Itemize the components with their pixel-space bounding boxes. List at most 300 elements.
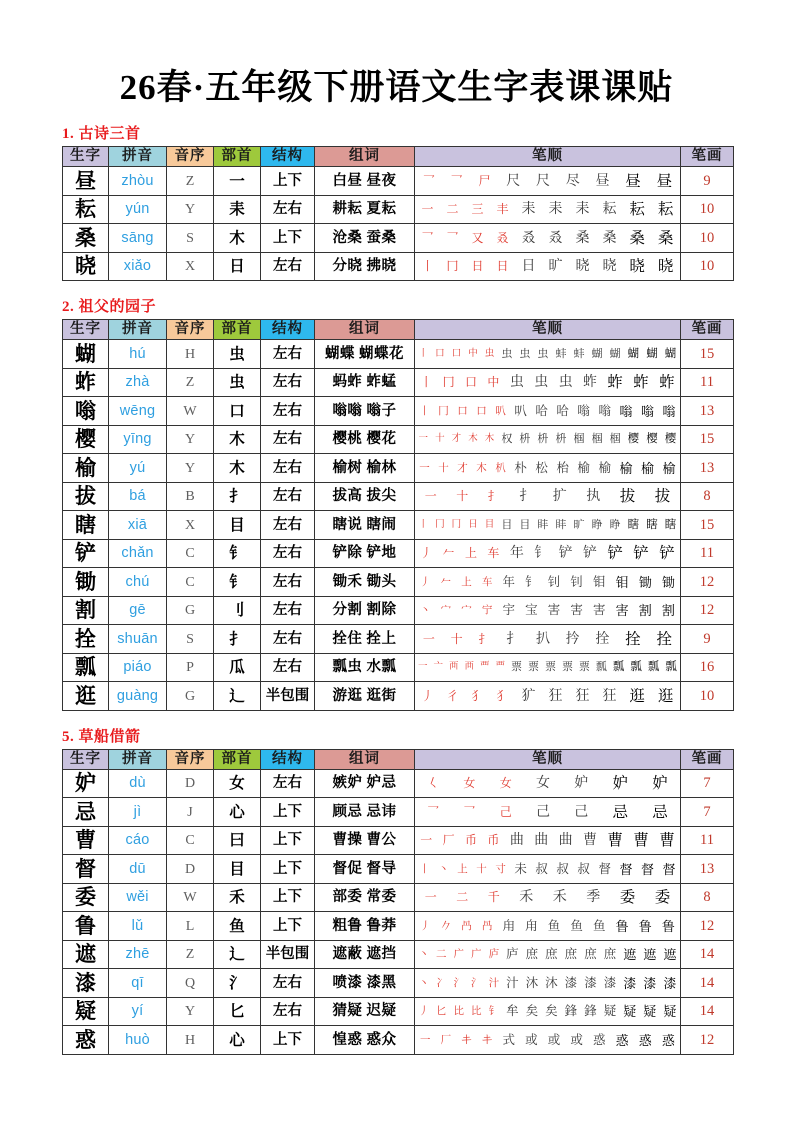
stroke-step: 丿 [418,1006,429,1017]
stroke-step: 亠 [433,662,443,672]
cell-words: 沧桑 蚕桑 [315,224,415,253]
cell-character: 耘 [63,195,109,224]
stroke-step: 氵 [471,977,482,989]
cell-character: 忌 [63,798,109,827]
header-zi: 生字 [63,749,109,769]
stroke-step: 中 [487,375,500,389]
stroke-step: 枱 [556,460,569,475]
stroke-step: 漆 [643,975,657,991]
stroke-step: 𡿨 [427,776,440,790]
stroke-step: 鲁 [638,918,652,934]
stroke-sequence [415,483,680,510]
cell-structure: 左右 [261,769,315,798]
stroke-step: 甪 [502,918,515,933]
cell-initial-letter: H [167,1026,214,1055]
stroke-step: 广 [453,949,465,960]
stroke-step: 日 [496,259,509,273]
cell-stroke-count: 7 [681,769,734,798]
cell-stroke-order [415,397,681,426]
table-row [63,653,734,682]
stroke-step: 害 [592,603,606,617]
stroke-step: 瓢 [595,661,607,673]
stroke-sequence [415,654,680,681]
stroke-sequence [415,225,680,252]
cell-stroke-order [415,482,681,511]
stroke-step: 铲 [607,545,623,562]
cell-stroke-order [415,769,681,798]
stroke-step: 哈 [535,403,548,418]
cell-stroke-order [415,682,681,711]
cell-words: 部委 常委 [315,883,415,912]
stroke-step: 樱 [664,433,677,445]
table-row [63,397,734,426]
cell-pinyin: qī [109,969,167,998]
cell-character: 曹 [63,826,109,855]
header-jiegou: 结构 [261,749,315,769]
header-bihua: 笔画 [681,320,734,340]
stroke-step: 割 [661,603,675,618]
stroke-step: 乛 [463,804,476,819]
header-yinxu: 音序 [167,320,214,340]
stroke-step: 叔 [556,861,569,876]
table-row [63,769,734,798]
header-bishun: 笔顺 [415,749,681,769]
cell-radical: 心 [214,1026,261,1055]
stroke-step: 惑 [638,1032,652,1048]
table-header-row [63,147,734,167]
cell-words: 遮蔽 遮挡 [315,940,415,969]
stroke-step: 三 [471,202,484,216]
stroke-step: 木 [476,462,487,474]
stroke-step: 目 [519,518,531,531]
cell-pinyin: yí [109,997,167,1026]
cell-character: 鲁 [63,912,109,941]
cell-words: 拴住 拴上 [315,625,415,654]
stroke-step: 广 [471,949,482,960]
cell-initial-letter: C [167,568,214,597]
cell-stroke-count: 9 [681,167,734,196]
stroke-step: 彳 [446,688,459,703]
stroke-sequence [415,970,680,997]
stroke-step: 襾 [448,662,459,672]
stroke-step: 委 [654,889,671,906]
cell-pinyin: wěi [109,883,167,912]
cell-pinyin: piáo [109,653,167,682]
stroke-step: 日 [468,519,478,530]
cell-radical: 虫 [214,340,261,369]
stroke-step: 嗡 [598,403,611,418]
section-heading: 2. 祖父的园子 [62,299,157,316]
cell-stroke-order [415,826,681,855]
cell-words: 喷漆 漆黑 [315,969,415,998]
cell-pinyin: bá [109,482,167,511]
stroke-step: 嗡 [662,403,676,419]
lesson-section [0,108,793,281]
stroke-sequence [415,455,680,482]
table-row [63,682,734,711]
cell-initial-letter: C [167,826,214,855]
cell-pinyin: yīng [109,425,167,454]
cell-words: 嗡嗡 嗡子 [315,397,415,426]
cell-stroke-order [415,940,681,969]
stroke-step: 尺 [535,173,550,189]
cell-stroke-count: 11 [681,539,734,568]
cell-character: 疑 [63,997,109,1026]
cell-stroke-order [415,653,681,682]
header-pinyin: 拼音 [109,320,167,340]
stroke-step: 或 [570,1032,583,1047]
stroke-sequence [415,913,680,940]
table-row [63,883,734,912]
stroke-step: 昼 [656,172,673,190]
stroke-step: 逛 [629,687,645,705]
cell-initial-letter: X [167,252,214,281]
cell-stroke-count: 8 [681,883,734,912]
stroke-step: 鋒 [564,1004,578,1018]
stroke-step: 女 [535,776,550,791]
header-yinxu: 音序 [167,749,214,769]
stroke-step: 蚱 [659,374,675,391]
stroke-sequence [415,512,680,539]
cell-stroke-count: 11 [681,826,734,855]
header-jiegou: 结构 [261,320,315,340]
stroke-step: 乛 [446,230,459,245]
cell-stroke-count: 15 [681,511,734,540]
stroke-step: 樱 [627,433,640,445]
lesson-section [0,281,793,711]
stroke-step: 尺 [506,173,521,189]
stroke-step: 旷 [573,518,585,531]
cell-radical: 钅 [214,568,261,597]
cell-stroke-count: 8 [681,482,734,511]
stroke-step: 宀 [461,605,472,616]
stroke-sequence [415,341,680,368]
cell-pinyin: yún [109,195,167,224]
stroke-step: 枡 [519,433,531,445]
stroke-step: 冎 [461,920,472,932]
stroke-step: 叔 [577,861,590,876]
stroke-step: 丶 [420,605,431,616]
cell-radical: 鱼 [214,912,261,941]
cell-stroke-count: 14 [681,997,734,1026]
cell-structure: 左右 [261,653,315,682]
table-row [63,224,734,253]
stroke-step: 蝴 [591,347,603,360]
stroke-step: 宝 [525,603,538,617]
stroke-step: 疑 [663,1004,677,1019]
section-heading: 1. 古诗三首 [62,126,141,143]
stroke-step: 丨 [420,375,433,389]
stroke-step: 宁 [481,605,493,616]
cell-structure: 左右 [261,568,315,597]
header-jiegou: 结构 [261,147,315,167]
stroke-step: 蝴 [627,347,640,360]
stroke-step: 遮 [643,947,657,962]
cell-pinyin: chú [109,568,167,597]
stroke-step: 或 [525,1032,538,1047]
stroke-step: 蚱 [607,374,623,391]
cell-words: 惶惑 惑众 [315,1026,415,1055]
stroke-step: 车 [481,576,493,588]
stroke-step: 鋒 [584,1004,597,1018]
cell-stroke-count: 10 [681,195,734,224]
stroke-step: 晓 [629,258,645,275]
cell-structure: 左右 [261,340,315,369]
stroke-step: 氵 [453,977,465,989]
stroke-step: 车 [487,546,500,560]
stroke-step: 日 [521,259,536,274]
stroke-step: 妒 [574,776,589,791]
stroke-step: 沐 [525,975,539,990]
cell-structure: 上下 [261,167,315,196]
stroke-step: 漆 [663,975,677,991]
cell-pinyin: guàng [109,682,167,711]
stroke-step: 千 [487,890,500,904]
stroke-step: 曹 [633,832,649,849]
stroke-step: 铲 [582,546,597,561]
stroke-step: 盽 [537,518,549,531]
stroke-sequence [415,856,680,883]
cell-pinyin: cáo [109,826,167,855]
stroke-step: 害 [570,603,583,617]
stroke-step: 季 [586,890,601,905]
cell-character: 樱 [63,425,109,454]
cell-radical: 氵 [214,969,261,998]
stroke-sequence [415,827,680,854]
cell-structure: 半包围 [261,940,315,969]
cell-structure: 上下 [261,912,315,941]
cell-stroke-count: 16 [681,653,734,682]
stroke-step: 牟 [506,1004,519,1018]
stroke-step: 睁 [609,518,621,531]
character-table [62,749,734,1055]
stroke-step: 十 [438,462,449,474]
table-row [63,855,734,884]
stroke-step: 鲁 [615,918,629,934]
stroke-step: 漆 [623,975,637,991]
stroke-step: 丿 [420,546,433,560]
stroke-step: 才 [457,462,468,474]
stroke-step: 曲 [509,833,524,848]
cell-words: 督促 督导 [315,855,415,884]
header-zi: 生字 [63,147,109,167]
cell-character: 晓 [63,252,109,281]
table-row [63,997,734,1026]
stroke-step: 丨 [418,348,429,359]
cell-radical: 木 [214,224,261,253]
cell-words: 瞎说 瞎闹 [315,511,415,540]
cell-initial-letter: B [167,482,214,511]
stroke-step: 惑 [615,1032,629,1048]
cell-stroke-count: 7 [681,798,734,827]
stroke-step: 尸 [478,173,491,188]
stroke-step: 鱼 [570,918,583,933]
stroke-step: 丶 [418,977,429,989]
stroke-step: 式 [502,1032,515,1047]
stroke-step: 目 [484,519,495,530]
stroke-step: 丨 [418,519,429,530]
stroke-step: 旷 [548,259,563,274]
cell-words: 猜疑 迟疑 [315,997,415,1026]
table-row [63,625,734,654]
cell-initial-letter: H [167,340,214,369]
header-zuci: 组词 [315,749,415,769]
cell-words: 曹操 曹公 [315,826,415,855]
stroke-step: 未 [514,861,527,876]
stroke-step: 禾 [519,890,534,905]
stroke-step: 年 [502,574,515,589]
cell-initial-letter: Z [167,167,214,196]
stroke-sequence [415,569,680,596]
stroke-step: 曲 [534,833,549,848]
stroke-step: 虫 [484,348,495,359]
cell-stroke-order [415,969,681,998]
stroke-step: 乛 [427,804,440,819]
stroke-step: 蚱 [633,374,649,391]
stroke-step: 𰀁 [461,1034,472,1046]
stroke-sequence [415,998,680,1025]
header-bihua: 笔画 [681,147,734,167]
stroke-step: 耒 [548,202,563,217]
cell-character: 遮 [63,940,109,969]
stroke-step: 委 [619,889,636,906]
stroke-step: 权 [501,433,513,445]
lesson-section [0,711,793,1055]
table-row [63,368,734,397]
cell-structure: 左右 [261,482,315,511]
cell-initial-letter: D [167,769,214,798]
header-bishun: 笔顺 [415,147,681,167]
cell-stroke-count: 10 [681,224,734,253]
stroke-step: 丿 [420,576,431,588]
stroke-step: 晓 [602,259,617,274]
stroke-step: 厂 [440,1034,452,1046]
cell-words: 分割 割除 [315,596,415,625]
stroke-sequence [415,683,680,710]
stroke-step: 铲 [633,545,649,562]
stroke-step: 狂 [548,688,563,704]
stroke-step: 丶 [418,949,429,960]
stroke-step: 叭 [514,403,527,418]
stroke-step: 耒 [521,202,536,217]
stroke-step: 曹 [582,833,597,848]
cell-stroke-order [415,997,681,1026]
stroke-step: 叔 [535,861,548,876]
stroke-step: 庶 [525,947,539,961]
stroke-step: 矣 [545,1004,558,1018]
stroke-step: 拴 [625,630,641,648]
table-row [63,482,734,511]
stroke-step: 一 [422,631,435,646]
stroke-step: 蚌 [555,347,567,360]
stroke-step: 疑 [603,1004,617,1018]
stroke-step: 庐 [506,947,519,961]
stroke-step: 票 [561,661,573,673]
stroke-step: 丨 [419,405,430,417]
cell-radical: 刂 [214,596,261,625]
cell-initial-letter: G [167,682,214,711]
stroke-step: 瓢 [612,661,625,673]
stroke-step: 口 [435,348,445,359]
cell-stroke-count: 12 [681,1026,734,1055]
cell-stroke-order [415,368,681,397]
stroke-step: 女 [499,776,512,790]
cell-initial-letter: Y [167,997,214,1026]
stroke-step: 庶 [584,947,597,961]
stroke-step: 二 [456,890,469,904]
cell-character: 拴 [63,625,109,654]
cell-structure: 上下 [261,1026,315,1055]
cell-stroke-count: 15 [681,340,734,369]
stroke-step: 叭 [495,405,506,417]
cell-pinyin: xiā [109,511,167,540]
stroke-step: 榆 [619,460,633,476]
cell-stroke-count: 13 [681,397,734,426]
stroke-step: 丨 [421,259,434,273]
table-row [63,167,734,196]
stroke-step: 一 [421,202,434,216]
table-row [63,340,734,369]
cell-radical: 虫 [214,368,261,397]
cell-stroke-count: 15 [681,425,734,454]
cell-radical: 口 [214,397,261,426]
stroke-step: 瓢 [630,661,642,673]
cell-pinyin: huò [109,1026,167,1055]
stroke-step: 中 [468,348,478,359]
stroke-step: 昼 [625,172,641,190]
cell-character: 蝴 [63,340,109,369]
stroke-step: 口 [476,405,487,417]
stroke-step: 逛 [657,687,674,705]
cell-pinyin: zhòu [109,167,167,196]
header-zuci: 组词 [315,147,415,167]
stroke-step: 禾 [552,890,567,905]
cell-initial-letter: S [167,625,214,654]
cell-structure: 上下 [261,855,315,884]
cell-stroke-order [415,454,681,483]
stroke-step: 襾 [464,662,474,672]
cell-radical: 扌 [214,482,261,511]
page-title: 26春·五年级下册语文生字表课课贴 [119,68,674,107]
cell-stroke-count: 14 [681,969,734,998]
cell-structure: 左右 [261,368,315,397]
cell-structure: 左右 [261,425,315,454]
stroke-step: 锄 [661,574,675,590]
stroke-step: 害 [615,603,629,618]
cell-stroke-order [415,252,681,281]
stroke-step: 桑 [602,230,617,246]
stroke-step: 沐 [545,975,558,990]
stroke-step: 嗡 [641,403,655,419]
cell-initial-letter: C [167,539,214,568]
stroke-sequence [415,426,680,453]
cell-initial-letter: G [167,596,214,625]
stroke-step: 曹 [607,832,623,849]
stroke-step: 己 [499,804,512,819]
stroke-step: 扌 [487,489,500,503]
stroke-sequence [415,398,680,425]
stroke-step: 十 [435,434,445,444]
cell-initial-letter: Z [167,368,214,397]
stroke-step: 扌 [478,631,491,646]
stroke-step: 忌 [652,803,668,821]
stroke-step: 漆 [584,975,597,990]
stroke-step: 比 [471,1006,482,1017]
cell-pinyin: zhà [109,368,167,397]
stroke-step: 执 [586,489,601,504]
stroke-step: 害 [547,603,561,617]
stroke-step: 桑 [657,229,674,247]
